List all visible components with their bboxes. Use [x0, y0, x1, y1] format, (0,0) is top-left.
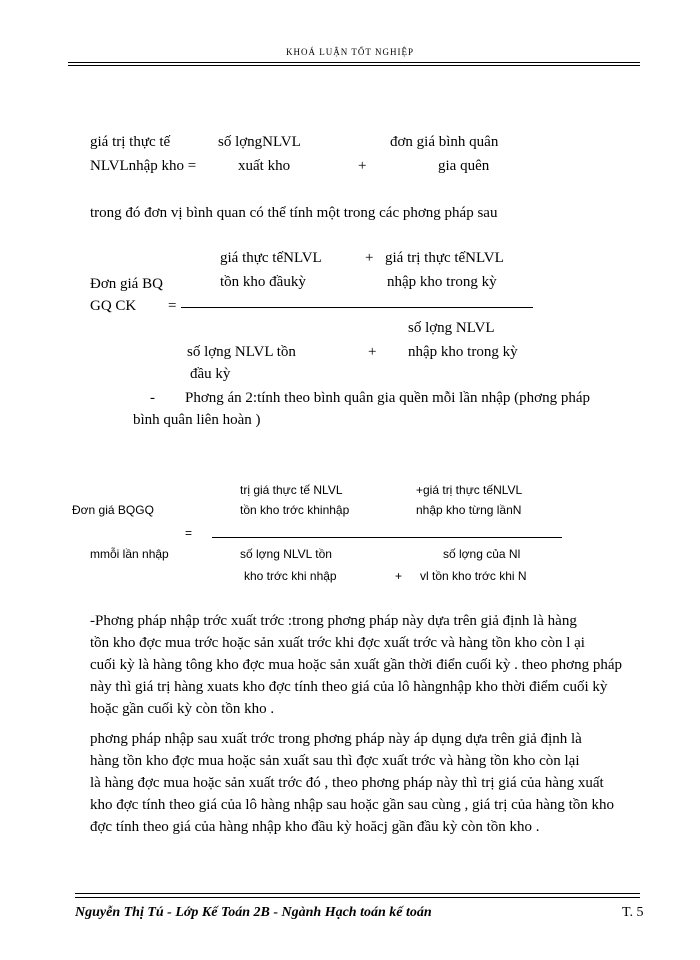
formula1-col2-line1: số lợngNLVL: [218, 134, 301, 150]
formula1-col3-line2: gia quên: [438, 158, 490, 174]
formula2-label-2: GQ CK: [90, 298, 137, 314]
formula3-num-left-1: trị giá thực tế NLVL: [240, 483, 343, 497]
method2-line1: Phơng án 2:tính theo bình quân gia quền mỗi lần nhập (phơng pháp: [185, 390, 590, 406]
formula2-num-left-2: tồn kho đầukỳ: [220, 274, 306, 290]
header-rule: [68, 62, 640, 63]
paragraph-line: hàng tồn kho đợc mua hoặc sản xuất sau thì đợc xuất trớc và hàng tồn kho còn lại: [90, 753, 580, 769]
formula1-col3-line1: đơn giá bình quân: [390, 134, 499, 150]
footer-rule: [75, 893, 640, 894]
formula3-den-left-2: kho trớc khi nhập: [244, 569, 337, 583]
method2-dash: -: [150, 390, 155, 406]
formula3-den-right-1: số lợng của Nl: [443, 547, 521, 561]
paragraph-fifo: [90, 610, 650, 720]
paragraph-lifo: [90, 728, 650, 838]
paragraph-line: này thì giá trị hàng xuats kho đợc tính theo giá của lô hàngnhập kho thời điểm cuối kỳ: [90, 679, 608, 695]
formula3-num-right-2: nhập kho từng lầnN: [416, 503, 522, 517]
formula2-num-plus: +: [365, 250, 374, 266]
formula1-col1-line1: giá trị thực tế: [90, 134, 171, 150]
footer-page-number: T. 5: [622, 905, 644, 920]
footer-author: Nguyễn Thị Tú - Lớp Kế Toán 2B - Ngành Hạch toán kế toán: [75, 905, 432, 920]
paragraph-line: -Phơng pháp nhập trớc xuất trớc :trong phơng pháp này dựa trên giả định là hàng: [90, 613, 577, 629]
formula3-den-plus: +: [395, 569, 403, 583]
formula3-label-2: mmỗi lần nhập: [90, 547, 169, 561]
header-title: KHOÁ LUẬN TỐT NGHIỆP: [286, 47, 414, 57]
paragraph-line: tồn kho đợc mua trớc hoặc sản xuất trớc khi đợc xuất trớc và hàng tồn kho còn l ại: [90, 635, 585, 651]
paragraph-line: đợc tính theo giá của hàng nhập kho đầu kỳ hoăcj gần đầu kỳ còn tồn kho .: [90, 819, 540, 835]
paragraph-line: kho đợc tính theo giá của lô hàng nhập sau hoặc gần sau cùng , giá trị của hàng tồn kho: [90, 797, 615, 813]
formula2-den-left-1: số lợng NLVL tồn: [187, 344, 296, 360]
formula1-col1-line2: NLVLnhập kho =: [90, 158, 197, 174]
formula2-label-1: Đơn giá BQ: [90, 276, 163, 292]
formula3-den-right-2: vl tồn kho trớc khi N: [420, 569, 527, 583]
formula1-col2-line2: xuất kho: [238, 158, 291, 174]
formula1-plus: +: [358, 158, 367, 174]
formula3-eq: =: [185, 526, 193, 540]
formula2-eq: =: [168, 298, 177, 314]
formula2-den-plus: +: [368, 344, 377, 360]
paragraph-line: cuối kỳ là hàng tông kho đợc mua hoặc sản xuất gần thời điển cuối kỳ . theo phơng pháp: [90, 657, 623, 673]
header-rule-2: [68, 65, 640, 66]
formula3-num-left-2: tồn kho trớc khinhập: [240, 503, 350, 517]
formula3-den-left-1: số lợng NLVL tồn: [240, 547, 332, 561]
formula2-fraction-bar: [181, 307, 533, 308]
intro-line: trong đó đơn vị bình quan có thể tính một trong các phơng pháp sau: [90, 205, 498, 221]
method2-line2: bình quân liên hoàn ): [133, 412, 261, 428]
formula3-label-1: Đơn giá BQGQ: [72, 503, 154, 517]
footer-rule-2: [75, 897, 640, 898]
formula2-den-right-1: số lợng NLVL: [408, 320, 495, 336]
formula2-den-right-2: nhập kho trong kỳ: [408, 344, 518, 360]
formula2-num-right-1: giá trị thực tếNLVL: [385, 250, 504, 266]
formula3-fraction-bar: [212, 537, 562, 538]
formula2-num-left-1: giá thực tếNLVL: [220, 250, 322, 266]
formula2-den-left-2: đầu kỳ: [190, 366, 231, 382]
paragraph-line: là hàng đợc mua hoặc sản xuất trớc đó , theo phơng pháp này thì trị giá của hàng xuất: [90, 775, 604, 791]
paragraph-line: phơng pháp nhập sau xuất trớc trong phơng pháp này áp dụng dựa trên giả định là: [90, 731, 582, 747]
paragraph-line: hoặc gần cuối kỳ còn tồn kho .: [90, 701, 275, 717]
formula2-num-right-2: nhập kho trong kỳ: [387, 274, 497, 290]
formula3-num-right-1: +giá trị thực tếNLVL: [416, 483, 523, 497]
